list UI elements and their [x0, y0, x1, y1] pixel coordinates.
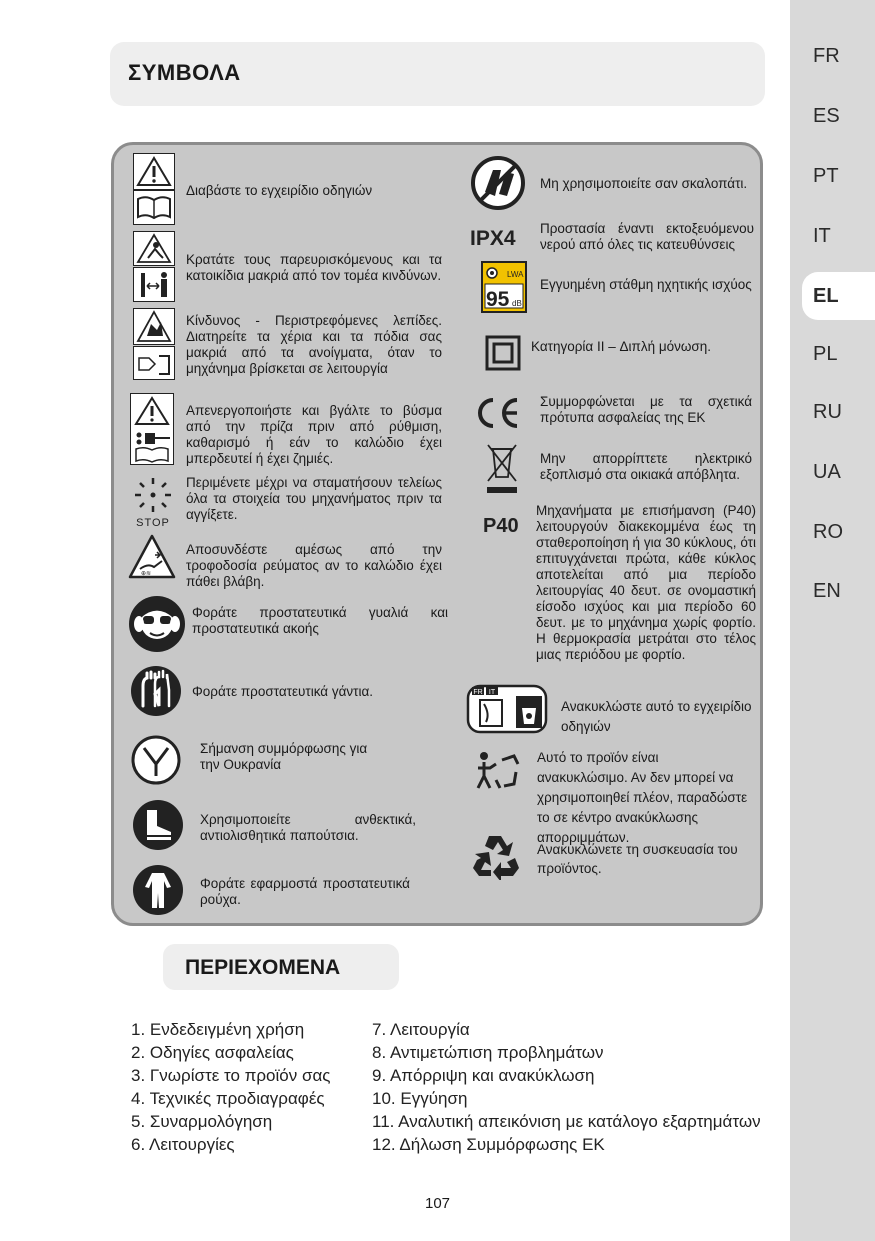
lang-ro[interactable]: RO [813, 521, 843, 543]
p40-icon [483, 513, 529, 537]
fr-tag: FR [473, 689, 483, 696]
goggles-ear-protection-icon [129, 594, 185, 654]
stop-icon [129, 474, 177, 528]
symbol-text-p40: Μηχανήματα με επισήμανση (P40) λειτουργούν διακεκομμένα έως τη σταθεροποίηση ή για 30 κύκλους, ότι επιτυγχάνεται πρώτα, κάθε κύκλος αποτελείται από μια περίοδο λειτουργίας 40 δευτ. σε ονομαστική είσοδο ισχύος και μια περίοδο 60 δευτ. με το μηχάνημα χωρίς φορτίο. Η θερμοκρασία μετράται στο τέλος μιας περιόδου με φορτίο. [536, 503, 756, 662]
it-tag: IT [488, 689, 496, 696]
symbol-text-rotating-blades: Κίνδυνος - Περιστρεφόμενες λεπίδες. Διατηρείτε τα χέρια και τα πόδια σας μακριά από τα ανοίγματα, όταν το μηχάνημα βρίσκεται σε λειτουργία [186, 313, 442, 376]
symbol-text-wait-stop: Περιμένετε μέχρι να σταματήσουν τελείως όλα τα στοιχεία του μηχανήματος πριν τα αγγίξετε. [186, 475, 442, 522]
symbol-text-damaged-cable: Αποσυνδέστε αμέσως από την τροφοδοσία ρεύματος αν το καλώδιο έχει πάθει βλάβη. [186, 542, 442, 589]
symbol-text-recycle-manual: Ανακυκλώστε αυτό το εγχειρίδιο οδηγιών [561, 699, 752, 734]
lwa-unit: dB [512, 299, 522, 308]
symbol-text-weee: Μην απορρίπτετε ηλεκτρικό εξοπλισμό στα οικιακά απόβλητα. [540, 451, 752, 482]
symbol-text-clothing: Φοράτε εφαρμοστά προστατευτικά ρούχα. [200, 876, 410, 907]
lang-it[interactable]: IT [813, 225, 831, 247]
symbol-text-ce: Συμμορφώνεται με τα σχετικά πρότυπα ασφαλείας της ΕΚ [540, 394, 752, 425]
page-title: ΣΥΜΒΟΛΑ [128, 60, 241, 85]
p40-label: P40 [483, 515, 519, 537]
toc-item[interactable]: 10. Εγγύηση [372, 1089, 468, 1108]
unplug-warning-icon [130, 393, 174, 465]
double-insulation-icon [485, 335, 521, 371]
symbol-text-unplug: Απενεργοποιήστε και βγάλτε το βύσμα από την πρίζα πριν από ρύθμιση, καθαρισμό ή εάν το καλώδιο έχει μπερδευτεί ή έχει ζημιές. [186, 403, 442, 466]
toc-item[interactable]: 2. Οδηγίες ασφαλείας [131, 1043, 294, 1062]
toc-item[interactable]: 3. Γνωρίστε το προϊόν σας [131, 1066, 331, 1085]
symbol-text-goggles: Φοράτε προστατευτικά γυαλιά και προστατευτικά ακοής [192, 605, 448, 636]
weee-bin-icon [484, 441, 520, 495]
page-number: 107 [425, 1195, 451, 1212]
section-title-box [110, 42, 765, 106]
warning-manual-icon [133, 153, 175, 225]
toc-item[interactable]: 5. Συναρμολόγηση [131, 1112, 273, 1131]
ipx4-icon [470, 226, 530, 248]
toc-item[interactable]: 11. Αναλυτική απεικόνιση με κατάλογο εξαρτημάτων [372, 1112, 761, 1131]
symbol-text-recycle-packaging: Ανακυκλώνετε τη συσκευασία του προϊόντος. [537, 842, 738, 876]
svg-text:⊕≋: ⊕≋ [141, 571, 152, 577]
symbol-text-boots: Χρησιμοποιείτε ανθεκτικά, αντιολισθητικά παπούτσια. [200, 812, 416, 843]
language-sidebar [790, 0, 875, 1241]
symbol-text-bystanders: Κρατάτε τους παρευρισκόμενους και τα κατοικίδια μακριά από τον τομέα κινδύνων. [186, 252, 442, 283]
toc-item[interactable]: 6. Λειτουργίες [131, 1135, 235, 1154]
safety-boots-icon [133, 800, 183, 850]
toc-item[interactable]: 8. Αντιμετώπιση προβλημάτων [372, 1043, 604, 1062]
toc-item[interactable]: 1. Ενδεδειγμένη χρήση [131, 1020, 305, 1039]
lang-fr[interactable]: FR [813, 45, 840, 67]
recyclable-product-icon [470, 748, 524, 792]
damaged-cable-icon [128, 533, 176, 581]
contents-title-box [163, 944, 399, 990]
ipx4-label: IPX4 [470, 227, 516, 248]
symbol-text-read-manual: Διαβάστε το εγχειρίδιο οδηγιών [186, 183, 373, 198]
symbol-text-ipx4: Προστασία έναντι εκτοξευόμενου νερού από όλες τις κατευθύνσεις [540, 221, 754, 252]
toc-item[interactable]: 7. Λειτουργία [372, 1020, 470, 1039]
toc-item[interactable]: 4. Τεχνικές προδιαγραφές [131, 1089, 325, 1108]
protective-clothing-icon [133, 865, 183, 915]
sound-power-icon [481, 261, 527, 313]
ce-mark-icon [473, 395, 523, 431]
lang-el[interactable]: EL [802, 272, 875, 320]
rotating-blades-icon [133, 308, 175, 380]
lang-es[interactable]: ES [813, 105, 840, 127]
toc-item[interactable]: 9. Απόρριψη και ανακύκλωση [372, 1066, 595, 1085]
lang-pl[interactable]: PL [813, 343, 838, 365]
contents-title: ΠΕΡΙΕΧΟΜΕΝΑ [185, 956, 341, 979]
no-step-icon [471, 156, 525, 210]
symbol-text-gloves: Φοράτε προστατευτικά γάντια. [192, 684, 374, 699]
lang-ua[interactable]: UA [813, 461, 841, 483]
lwa-label: LWA [507, 270, 524, 279]
symbol-text-sound-power: Εγγυημένη στάθμη ηχητικής ισχύος [540, 277, 752, 292]
lang-pt[interactable]: PT [813, 165, 839, 187]
recycle-manual-icon [466, 684, 548, 734]
symbol-text-double-insulation: Κατηγορία II – Διπλή μόνωση. [531, 339, 711, 354]
lang-en[interactable]: EN [813, 580, 841, 602]
symbol-text-ukraine: Σήμανση συμμόρφωσης για την Ουκρανία [200, 741, 368, 772]
lang-ru[interactable]: RU [813, 401, 842, 423]
toc-item[interactable]: 12. Δήλωση Συμμόρφωσης ΕΚ [372, 1135, 605, 1154]
gloves-icon [131, 664, 181, 718]
recycle-packaging-icon [471, 832, 521, 880]
ukraine-conformity-icon [130, 734, 182, 786]
symbol-text-recyclable: Αυτό το προϊόν είναι ανακυκλώσιμο. Αν δεν μπορεί να χρησιμοποιηθεί πλέον, παραδώστε το σε κέντρο ανακύκλωσης απορριμμάτων. [537, 750, 748, 845]
bystanders-icon [133, 231, 175, 303]
stop-label: STOP [136, 517, 170, 528]
lwa-value: 95 [486, 288, 510, 311]
symbol-text-no-step: Μη χρησιμοποιείτε σαν σκαλοπάτι. [540, 176, 748, 191]
